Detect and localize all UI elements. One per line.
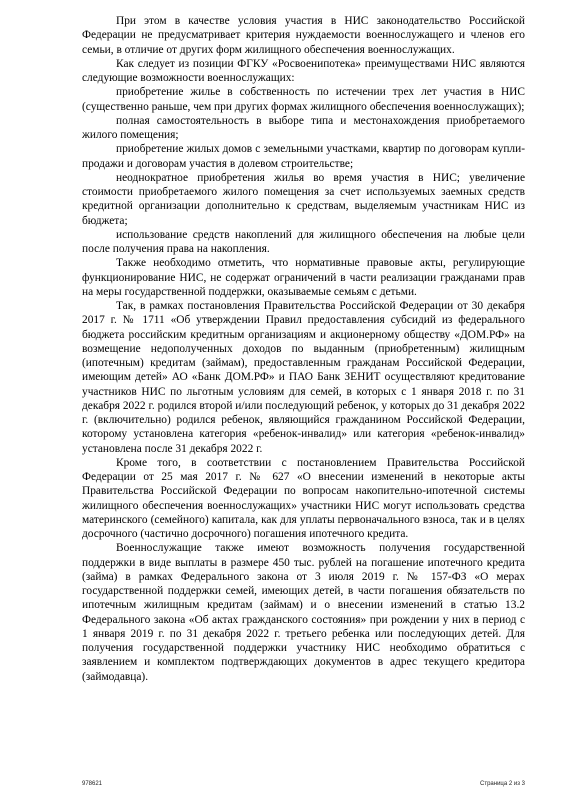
page-number: Страница 2 из 3 [480,781,525,787]
paragraph-1: При этом в качестве условия участия в НИС законодательство Российской Федерации не предусматривает критерия нуждаемости военнослужащего и членов его семьи, в отличие от других форм жилищного обеспечения военнослужащих. [82,15,525,56]
paragraph-10: Кроме того, в соответствии с постановлением Правительства Российской Федерации от 25 мая 2017 г. № 627 «О внесении изменений в некоторые акты Правительства Российской Федерации по вопросам накопительно-ипотечной системы жилищного обеспечения военнослужащих» участники НИС могут использовать средства материнского (семейного) капитала, как для уплаты первоначального взноса, так и в целях досрочного (частично досрочного) погашения ипотечного кредита. [82,456,525,540]
paragraph-6: неоднократное приобретения жилья во время участия в НИС; увеличение стоимости приобретаемого жилого помещения за счет используемых заемных средств кредитной организации дополнительно к средствам, выделяемым участникам НИС из бюджета; [82,171,525,227]
paragraph-2: Как следует из позиции ФГКУ «Росвоенипотека» преимуществами НИС являются следующие возможности военнослужащих: [82,57,525,84]
paragraph-5: приобретение жилых домов с земельными участками, квартир по договорам купли-продажи и договорам участия в долевом строительстве; [82,143,525,170]
paragraph-9: Так, в рамках постановления Правительства Российской Федерации от 30 декабря 2017 г. № 1711 «Об утверждении Правил предоставления субсидий из федерального бюджета российским кредитным организациям и акционерному обществу «ДОМ.РФ» на возмещение недополученных доходов по выданным (приобретенным) жилищным (ипотечным) кредитам (займам), предоставленным гражданам Российской Федерации, имеющим детей» АО «Банк ДОМ.РФ» и ПАО Банк ЗЕНИТ осуществляют кредитование участников НИС по льготным условиям для семей, в которых с 1 января 2018 г. по 31 декабря 2022 г. родился второй и/или последующий ребенок, у которых до 31 декабря 2022 г. (включительно) родился ребенок, являющийся гражданином Российской Федерации, которому установлена категория «ребенок-инвалид» или категория «ребенок-инвалид» установлена после 31 декабря 2022 г. [82,300,525,455]
paragraph-3: приобретение жилье в собственность по истечении трех лет участия в НИС (существенно раньше, чем при других формах жилищного обеспечения военнослужащих); [82,86,525,113]
paragraph-8: Также необходимо отметить, что нормативные правовые акты, регулирующие функционирование НИС, не содержат ограничений в части реализации гражданами прав на меры государственной поддержки, оказываемые семьям с детьми. [82,257,525,298]
paragraph-11: Военнослужащие также имеют возможность получения государственной поддержки в виде выплаты в размере 450 тыс. рублей на погашение ипотечного кредита (займа) в рамках Федерального закона от 3 июля 2019 г. № 157-ФЗ «О мерах государственной поддержки семей, имеющих детей, в части погашения обязательств по ипотечным жилищным кредитам (займам) и о внесении изменений в статью 13.2 Федерального закона «Об актах гражданского состояния» при рождении у них в период с 1 января 2019 г. по 31 декабря 2022 г. третьего ребенка или последующих детей. Для получения государственной поддержки участнику НИС необходимо обратиться с заявлением и комплектом подтверждающих документов в адрес текущего кредитора (займодавца). [82,542,525,683]
paragraph-4: полная самостоятельность в выборе типа и местонахождения приобретаемого жилого помещения; [82,114,525,141]
document-id: 978621 [82,781,103,787]
document-body [82,14,525,684]
paragraph-7: использование средств накоплений для жилищного обеспечения на любые цели после получения права на накопления. [82,228,525,255]
